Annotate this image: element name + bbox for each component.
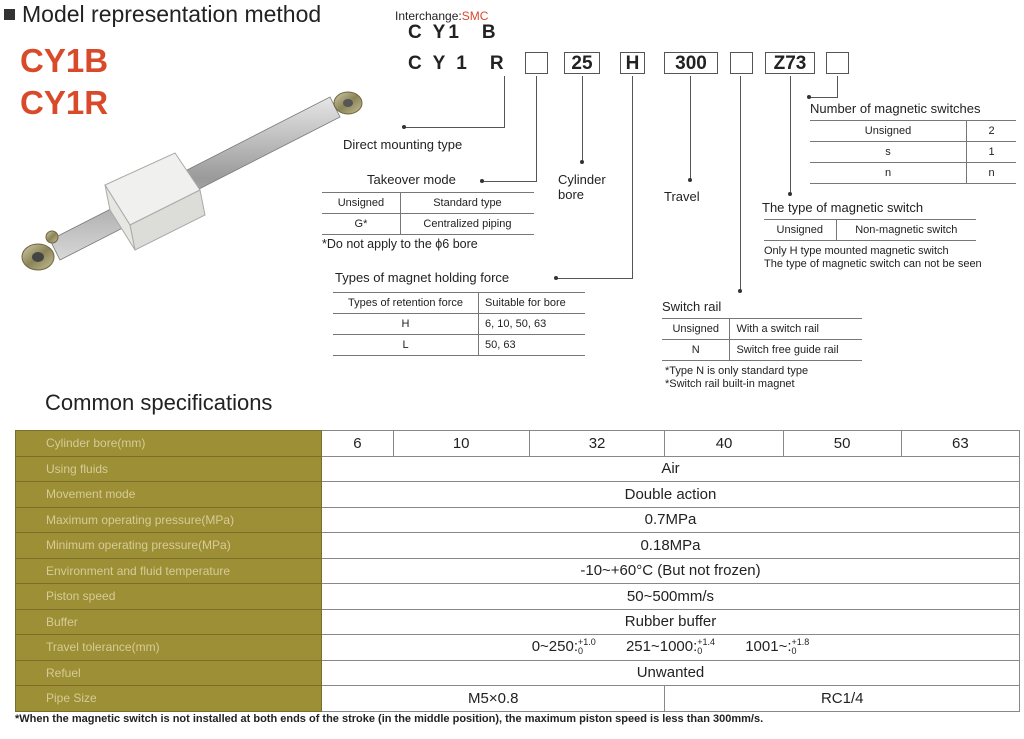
specs-title: Common specifications <box>45 390 273 415</box>
table-cell: 32 <box>529 431 665 457</box>
table-cell: Refuel <box>16 660 322 686</box>
table-cell: Unsigned <box>864 125 912 137</box>
code-box-travel: 300 <box>664 52 718 74</box>
num-switches-title: Number of magnetic switches <box>810 101 981 116</box>
table-cell: Maximum operating pressure(MPa) <box>16 507 322 533</box>
table-cell: 10 <box>393 431 529 457</box>
direct-mounting-label: Direct mounting type <box>343 137 463 152</box>
table-cell: 6 <box>322 431 394 457</box>
switch-type-table <box>764 219 976 241</box>
holding-force-table <box>333 292 585 356</box>
table-cell: Buffer <box>16 609 322 635</box>
code-box-bore: 25 <box>564 52 600 74</box>
switch-type-note-2: The type of magnetic switch can not be seen <box>764 258 982 270</box>
table-cell: n <box>967 163 1016 184</box>
table-cell: n <box>884 167 892 179</box>
code-line-1: C Y1 B <box>408 22 499 43</box>
table-cell: 40 <box>665 431 783 457</box>
table-cell: Air <box>322 456 1020 482</box>
table-cell: H <box>401 318 410 330</box>
table-cell: M5×0.8 <box>322 686 665 712</box>
specs-table <box>15 430 1020 712</box>
table-cell: Unsigned <box>672 323 719 335</box>
table-cell: Pipe Size <box>16 686 322 712</box>
table-row <box>16 456 1020 482</box>
table-cell: 0.18MPa <box>322 533 1020 559</box>
table-cell: -10~+60°C (But not frozen) <box>322 558 1020 584</box>
table-row <box>16 431 1020 457</box>
table-cell: 0.7MPa <box>322 507 1020 533</box>
table-cell: Types of retention force <box>348 297 463 309</box>
table-row <box>16 584 1020 610</box>
switch-rail-note-1: *Type N is only standard type <box>665 365 809 377</box>
table-cell: Unwanted <box>322 660 1020 686</box>
switch-rail-note-2: *Switch rail built-in magnet <box>665 378 795 390</box>
table-cell: 1 <box>967 142 1016 163</box>
table-cell: 0~250:+1.0 0 251~1000:+1.4 0 1001~:+1.8 0 <box>322 635 1020 661</box>
travel-label: Travel <box>664 189 700 204</box>
table-cell: s <box>885 146 891 158</box>
table-row <box>16 660 1020 686</box>
table-cell: Double action <box>322 482 1020 508</box>
table-cell: Suitable for bore <box>479 293 585 314</box>
switch-rail-table <box>662 318 862 361</box>
table-cell: Cylinder bore(mm) <box>16 431 322 457</box>
footnote: *When the magnetic switch is not installed at both ends of the stroke (in the middle position), the maximum piston speed is less than 300mm/s. <box>15 713 764 725</box>
table-row <box>16 686 1020 712</box>
code-box-switch-type: Z73 <box>765 52 815 74</box>
table-cell: N <box>691 344 700 356</box>
table-cell: With a switch rail <box>730 319 862 340</box>
table-row <box>16 507 1020 533</box>
table-cell: Non-magnetic switch <box>836 220 976 241</box>
section-title: Model representation method <box>22 1 322 27</box>
table-cell: Movement mode <box>16 482 322 508</box>
table-cell: Rubber buffer <box>322 609 1020 635</box>
cylinder-bore-label: Cylinder bore <box>558 172 606 202</box>
takeover-note: *Do not apply to the ϕ6 bore <box>322 237 478 251</box>
table-cell: 50, 63 <box>479 335 585 356</box>
table-cell: Piston speed <box>16 584 322 610</box>
table-row <box>16 558 1020 584</box>
table-cell: 6, 10, 50, 63 <box>479 314 585 335</box>
table-cell: Environment and fluid temperature <box>16 558 322 584</box>
table-row <box>16 482 1020 508</box>
table-cell: 2 <box>967 121 1016 142</box>
table-cell: G* <box>354 218 368 230</box>
code-box-holding: H <box>620 52 645 74</box>
table-row <box>16 635 1020 661</box>
takeover-title: Takeover mode <box>367 172 456 187</box>
table-cell: Travel tolerance(mm) <box>16 635 322 661</box>
code-line-2: C Y 1 R <box>408 53 507 74</box>
switch-rail-title: Switch rail <box>662 299 722 314</box>
table-cell: Unsigned <box>776 224 823 236</box>
table-row <box>16 533 1020 559</box>
takeover-table <box>322 192 534 235</box>
switch-type-note-1: Only H type mounted magnetic switch <box>764 245 949 257</box>
table-cell: Standard type <box>400 193 534 214</box>
table-cell: 50 <box>783 431 901 457</box>
table-cell: L <box>402 339 409 351</box>
code-box-rail <box>730 52 753 74</box>
model-cy1b: CY1B <box>20 42 109 79</box>
table-cell: Centralized piping <box>400 214 534 235</box>
table-cell: Switch free guide rail <box>730 340 862 361</box>
code-box-takeover <box>525 52 548 74</box>
table-cell: Using fluids <box>16 456 322 482</box>
code-box-switch-num <box>826 52 849 74</box>
num-switches-table <box>810 120 1016 184</box>
table-cell: Minimum operating pressure(MPa) <box>16 533 322 559</box>
table-row <box>16 609 1020 635</box>
table-cell: 50~500mm/s <box>322 584 1020 610</box>
bullet-square-icon <box>4 9 15 20</box>
table-cell: RC1/4 <box>665 686 1020 712</box>
cylinder-product-image <box>10 85 370 285</box>
table-cell: 63 <box>901 431 1019 457</box>
interchange-note: Interchange:SMC <box>395 9 489 23</box>
holding-force-title: Types of magnet holding force <box>335 270 510 285</box>
table-cell: Unsigned <box>337 197 385 209</box>
switch-type-title: The type of magnetic switch <box>762 200 924 215</box>
model-cy1r: CY1R <box>20 84 109 121</box>
